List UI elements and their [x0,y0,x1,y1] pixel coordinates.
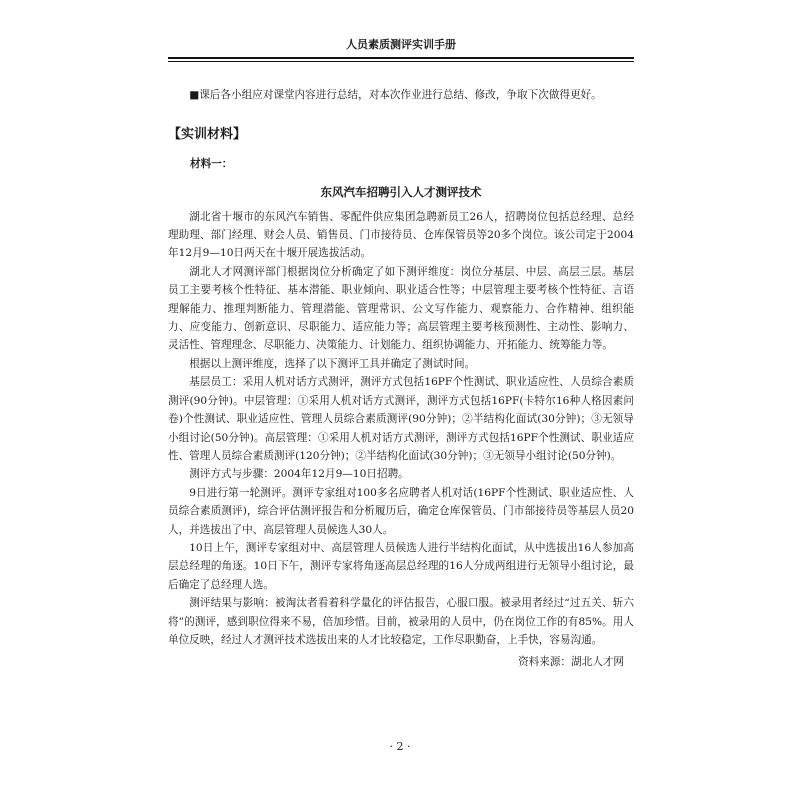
source-citation: 资料来源：湖北人才网 [518,656,624,669]
article-title: 东风汽车招聘引入人才测评技术 [320,185,482,200]
intro-paragraph [168,86,634,104]
article-paragraph: 9日进行第一轮测评。测评专家组对100多名应聘者人机对话(16PF个性测试、职业适应性、人员综合素质测评)，综合评估测评报告和分析履历后，确定仓库保管员、门市部接待员等基层人员20人，并选拔出了中、高层管理人员候选人30人。 [168,486,634,536]
page-number: · 2 · [389,740,411,753]
article-paragraph: 基层员工：采用人机对话方式测评，测评方式包括16PF个性测试、职业适应性、人员综合素质测评(90分钟)。中层管理：①采用人机对话方式测评，测评方式包括16PF(卡特尔16种人格因素问卷)个性测试、职业适应性、管理人员综合素质测评(90分钟)；②半结构化面试(30分钟)；③无领导小组讨论(50分钟)。高层管理：①采用人机对话方式测评，测评方式包括16PF个性测试、职业适应性、管理人员综合素质测评(120分钟)；②半结构化面试(30分钟)；③无领导小组讨论(50分钟)。 [168,376,634,462]
section-heading: 【实训材料】 [168,127,247,143]
article-paragraph: 10日上午，测评专家组对中、高层管理人员候选人进行半结构化面试，从中选拔出16人参加高层总经理的角逐。10日下午，测评专家将角逐高层总经理的16人分成两组进行无领导小组讨论，最后确定了总经理人选。 [168,541,634,591]
article-paragraph: 根据以上测评维度，选择了以下测评工具并确定了测试时间。 [189,357,476,370]
bullet-square-icon: ■ [189,89,200,101]
page-body [168,86,634,672]
article-paragraph: 湖北人才网测评部门根据岗位分析确定了如下测评维度：岗位分基层、中层、高层三层。基层员工主要考核个性特征、基本潜能、职业倾向、职业适合性等；中层管理主要考核个性特征、言语理解能力、推理判断能力、管理潜能、管理常识、公文写作能力、观察能力、合作精神、组织能力、应变能力、创新意识、尽职能力、适应能力等；高层管理主要考核预测性、主动性、影响力、灵活性、管理理念、尽职能力、决策能力、计划能力、组织协调能力、开拓能力、统筹能力等。 [168,265,634,352]
article-paragraph: 测评方式与步骤：2004年12月9—10日招聘。 [189,468,409,481]
header-title: 人员素质测评实训手册 [346,38,456,51]
article-paragraph: 测评结果与影响：被淘汰者看着科学量化的评估报告，心服口服。被录用者经过“过五关、斩六将”的测评，感到职位得来不易，倍加珍惜。目前，被录用的人员中，仍在岗位工作的有85%。用人单位反映，经过人才测评技术选拔出来的人才比较稳定，工作尽职勤奋，上手快，容易沟通。 [168,597,634,646]
intro-text: 课后各小组应对课堂内容进行总结，对本次作业进行总结、修改，争取下次做得更好。 [199,89,602,101]
running-header [168,36,634,59]
material-label: 材料一： [190,157,233,170]
article-paragraph: 湖北省十堰市的东风汽车销售、零配件供应集团急聘新员工26人，招聘岗位包括总经理、总经理助理、部门经理、财会人员、销售员、门市接待员、仓库保管员等20多个岗位。该公司定于2004年12月9—10日两天在十堰开展选拔活动。 [168,210,634,260]
